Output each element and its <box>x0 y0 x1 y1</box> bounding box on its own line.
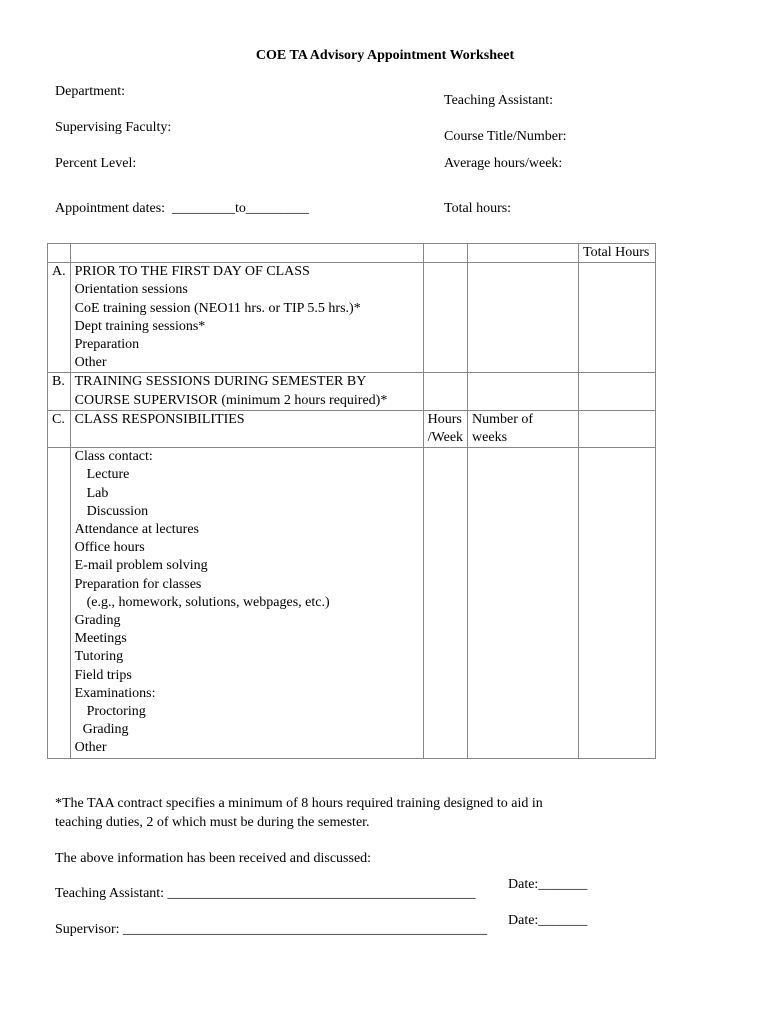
hours-week-cell[interactable] <box>423 373 467 410</box>
section-b-letter: B. <box>48 373 71 410</box>
list-item: Lab <box>86 485 109 501</box>
section-c-heading: CLASS RESPONSIBILITIES <box>70 410 423 447</box>
hours-week-header <box>423 410 467 447</box>
number-of-weeks-header <box>468 410 579 447</box>
list-item: Meetings <box>74 631 127 647</box>
appointment-dates-label: Appointment dates: _________to_________ <box>55 201 309 216</box>
percent-level-label: Percent Level: <box>55 156 137 171</box>
total-hours-header: Total Hours <box>579 244 656 263</box>
list-item: Other <box>74 740 107 756</box>
list-item: Preparation for classes <box>74 576 202 592</box>
hours-week-header-line1: Hours <box>427 411 462 427</box>
hours-week-cell[interactable] <box>423 448 467 758</box>
list-item: Grading <box>82 722 129 738</box>
list-item: Tutoring <box>74 649 124 665</box>
number-of-weeks-cell[interactable] <box>468 373 579 410</box>
supervisor-date-field[interactable]: Date:_______ <box>508 913 588 928</box>
list-item: Office hours <box>74 540 145 556</box>
page-title: COE TA Advisory Appointment Worksheet <box>255 48 515 63</box>
total-hours-cell[interactable] <box>579 373 656 410</box>
section-a-letter: A. <box>48 263 71 373</box>
department-label: Department: <box>55 84 125 99</box>
list-item: Discussion <box>86 503 149 519</box>
table-cell <box>423 244 467 263</box>
list-item: Field trips <box>74 667 132 683</box>
section-c-letter: C. <box>48 410 71 447</box>
section-b-heading: TRAINING SESSIONS DURING SEMESTER BY <box>74 374 367 390</box>
course-title-label: Course Title/Number: <box>444 129 567 144</box>
list-item: CoE training session (NEO11 hrs. or TIP 5.5 hrs.)* <box>74 300 361 316</box>
hours-week-header-line2: /Week <box>427 430 464 446</box>
section-b-items <box>70 373 423 410</box>
table-cell <box>70 244 423 263</box>
section-b-heading-continued: COURSE SUPERVISOR (minimum 2 hours required)* <box>74 392 388 408</box>
list-item: Proctoring <box>86 704 146 720</box>
footnote-line2: teaching duties, 2 of which must be during the semester. <box>55 815 370 830</box>
total-hours-cell[interactable] <box>579 448 656 758</box>
list-item: Orientation sessions <box>74 282 188 298</box>
number-of-weeks-header-line2: weeks <box>472 430 508 446</box>
acknowledgement-text: The above information has been received and discussed: <box>55 851 372 866</box>
teaching-assistant-date-field[interactable]: Date:_______ <box>508 877 588 892</box>
teaching-assistant-label: Teaching Assistant: <box>444 93 554 108</box>
teaching-assistant-signature-line[interactable]: Teaching Assistant: ____________________________________________ <box>55 886 476 901</box>
footnote-line1: *The TAA contract specifies a minimum of 8 hours required training designed to aid in <box>55 796 543 811</box>
worksheet-table <box>47 243 656 759</box>
supervisor-signature-line[interactable]: Supervisor: ____________________________________________________ <box>55 922 488 937</box>
supervising-faculty-label: Supervising Faculty: <box>55 120 172 135</box>
table-cell <box>48 448 71 758</box>
table-header-row <box>48 244 656 263</box>
list-item: Attendance at lectures <box>74 522 200 538</box>
list-item: Other <box>74 355 107 371</box>
section-c-items <box>70 448 423 758</box>
hours-week-cell[interactable] <box>423 263 467 373</box>
table-row <box>48 410 656 447</box>
list-item: (e.g., homework, solutions, webpages, etc.) <box>86 594 330 610</box>
table-row <box>48 448 656 758</box>
list-item: Grading <box>74 613 121 629</box>
list-item: Dept training sessions* <box>74 318 206 334</box>
number-of-weeks-cell[interactable] <box>468 263 579 373</box>
section-a-heading: PRIOR TO THE FIRST DAY OF CLASS <box>74 264 310 280</box>
list-item: Class contact: <box>74 449 153 465</box>
table-row <box>48 263 656 373</box>
total-hours-cell[interactable] <box>579 263 656 373</box>
table-cell <box>468 244 579 263</box>
total-hours-cell[interactable] <box>579 410 656 447</box>
table-cell <box>48 244 71 263</box>
list-item: Lecture <box>86 467 130 483</box>
table-row <box>48 373 656 410</box>
average-hours-label: Average hours/week: <box>444 156 563 171</box>
list-item: E-mail problem solving <box>74 558 208 574</box>
section-a-items <box>70 263 423 373</box>
number-of-weeks-cell[interactable] <box>468 448 579 758</box>
list-item: Examinations: <box>74 685 156 701</box>
total-hours-label: Total hours: <box>444 201 512 216</box>
number-of-weeks-header-line1: Number of <box>472 411 534 427</box>
list-item: Preparation <box>74 337 140 353</box>
